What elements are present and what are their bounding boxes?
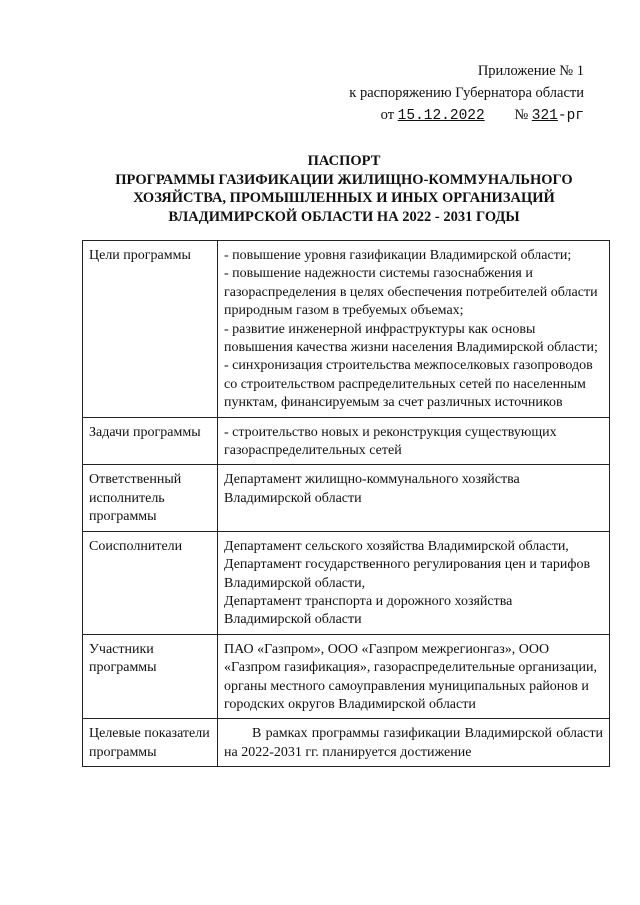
row-label: Участники программы	[83, 634, 218, 719]
document-title	[70, 152, 618, 226]
responsible-item: Департамент жилищно-коммунального хозяйства Владимирской области	[224, 472, 520, 506]
row-content	[218, 531, 610, 634]
goal-item: - повышение надежности системы газоснабжения и газораспределения в целях обеспечения потребителей области природным газом в требуемых объемах;	[224, 266, 598, 319]
table-row-indicators	[83, 719, 610, 767]
title-line-1: ПАСПОРТ	[307, 153, 381, 169]
row-content	[218, 465, 610, 531]
row-content	[218, 241, 610, 418]
row-label: Ответственный исполнитель программы	[83, 465, 218, 531]
passport-table	[82, 240, 610, 767]
order-date: 15.12.2022	[397, 108, 485, 124]
title-line-4: ВЛАДИМИРСКОЙ ОБЛАСТИ НА 2022 - 2031 ГОДЫ	[168, 208, 520, 225]
appendix-header	[349, 60, 584, 127]
order-number-suffix: -рг	[557, 108, 584, 124]
row-label: Целевые показатели программы	[83, 719, 218, 767]
coexecutor-item: Департамент сельского хозяйства Владимирской области,	[224, 538, 569, 554]
goal-item: - повышение уровня газификации Владимирской области;	[224, 248, 572, 263]
row-label: Задачи программы	[83, 417, 218, 465]
coexecutor-item: Департамент транспорта и дорожного хозяйства Владимирской области	[224, 593, 513, 628]
table-row-coexecutors	[83, 531, 610, 634]
indicator-text: В рамках программы газификации Владимирской области на 2022-2031 гг. планируется достижение	[224, 726, 603, 760]
title-line-2: ПРОГРАММЫ ГАЗИФИКАЦИИ ЖИЛИЩНО-КОММУНАЛЬНОГО	[115, 171, 573, 188]
number-label: №	[514, 107, 529, 123]
appendix-number: Приложение № 1	[477, 63, 584, 79]
table-row-participants	[83, 634, 610, 719]
participant-item: ПАО «Газпром», ООО «Газпром межрегионгаз», ООО «Газпром газификация», газораспределительные организации, органы местного самоуправления муниципальных районов и городских округов Владимирской области	[224, 641, 597, 712]
table-row-tasks	[83, 417, 610, 465]
task-item: - строительство новых и реконструкция существующих газораспределительных сетей	[224, 424, 557, 459]
appendix-reference: к распоряжению Губернатора области	[349, 85, 584, 101]
row-label: Цели программы	[83, 241, 218, 418]
table-row-responsible	[83, 465, 610, 531]
row-content	[218, 719, 610, 767]
goal-item: - развитие инженерной инфраструктуры как основы повышения качества жизни населения Владимирской области;	[224, 321, 598, 356]
order-number: 321	[531, 108, 558, 124]
coexecutor-item: Департамент государственного регулирования цен и тарифов Владимирской области,	[224, 557, 591, 591]
row-content	[218, 634, 610, 719]
table-row-goals	[83, 241, 610, 418]
title-line-3: ХОЗЯЙСТВА, ПРОМЫШЛЕННЫХ И ИНЫХ ОРГАНИЗАЦИЙ	[133, 190, 555, 206]
row-label: Соисполнители	[83, 531, 218, 634]
goal-item: - синхронизация строительства межпоселковых газопроводов со строительством распределительных сетей по населенным пунктам, финансируемым за счет различных источников	[224, 358, 593, 411]
date-prefix: от	[380, 107, 395, 123]
order-date-number	[349, 104, 584, 127]
row-content	[218, 417, 610, 465]
